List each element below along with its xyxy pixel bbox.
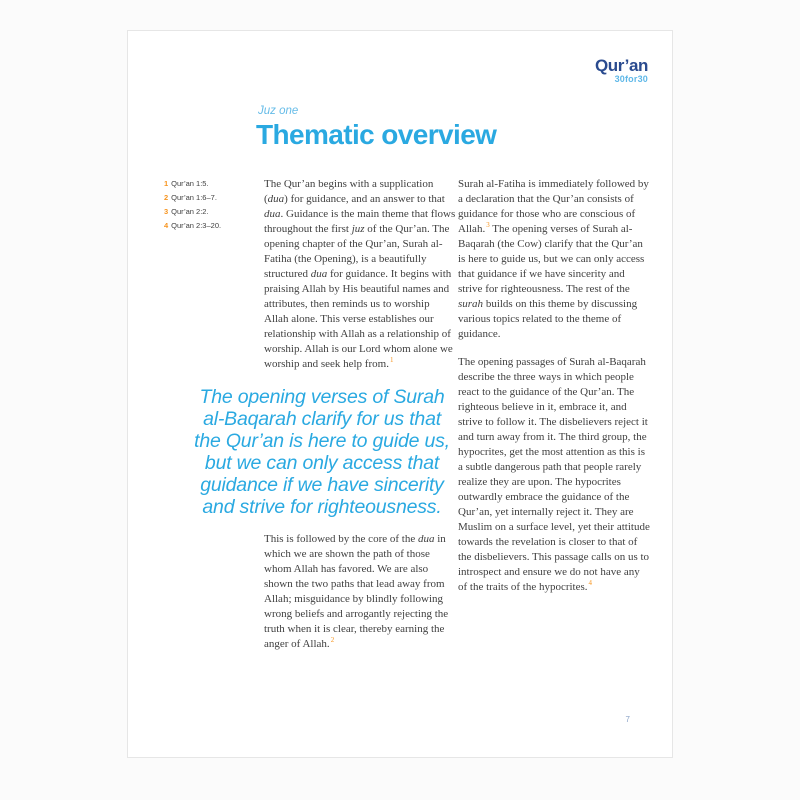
footnote-item [164,208,260,216]
footnote-text: Qur’an 1:6–7. [171,193,217,202]
footnote-number: 4 [164,221,169,230]
logo-wordmark: Qur’an [594,56,648,75]
footnote-item [164,180,260,188]
column2-paragraph-2: The opening passages of Surah al-Baqarah describe the three ways in which people react to the guidance of the Qur’an. The righteous believe in it, embrace it, and strive to follow it. The disbelievers reject it and turn away from it. The third group, the hypocrites, get the most attention as this is a subtle dangerous path that people rarely realize they are upon. The hypocrites outwardly embrace the guidance of the Qur’an, yet internally reject it. They are Muslim on a surface level, yet their attitude towards the revelation is closer to that of the disbelievers. This passage calls on us to introspect and ensure we do not have any of the traits of the hypocrites.$^4$ [458,356,650,593]
page-title: Thematic overview [256,119,497,150]
column1-paragraph-2: This is followed by the core of the dua in which we are shown the path of those whom Allah has favored. We are also shown the two paths that lead away from Allah; misguidance by blindly following wrong beliefs and arrogantly rejecting the truth when it is clear, thereby earning the anger of Allah.$^2$ [264,533,449,650]
footnote-text: Qur’an 1:5. [171,179,209,188]
footnote-number: 2 [164,193,169,202]
column1-paragraph-1: The Qur’an begins with a supplication (dua) for guidance, and an answer to that dua. Guidance is the main theme that flows throughout the first juz of the Qur’an. The opening chapter of the Qur’an, Surah al-Fatiha (the Opening), is a beautifully structured dua for guidance. It begins with praising Allah by His beautiful names and attributes, then reminds us to worship Allah alone. This verse establishes our relationship with Allah as a relationship of worship. Allah is our Lord whom alone we worship and seek help from.$^1$ [264,178,456,370]
pull-quote-line: guidance if we have sincerity [200,474,444,496]
pull-quote-line: The opening verses of Surah [199,386,445,408]
footnote-text: Qur’an 2:2. [171,207,209,216]
pull-quote-line: the Qur’an is here to guide us, [194,430,450,452]
page-number: 7 [625,715,630,724]
pull-quote [188,386,456,518]
brand-logo [595,57,648,84]
pull-quote-line: al-Baqarah clarify for us that [203,408,441,430]
footnote-item [164,222,260,230]
footnotes-list [164,180,260,236]
document-page [127,30,673,758]
pull-quote-line: but we can only access that [204,452,440,474]
column2-paragraph-1: Surah al-Fatiha is immediately followed by a declaration that the Qur’an consists of guidance for those who are conscious of Allah.$^3$ The opening verses of Surah al-Baqarah (the Cow) clarify that the Qur’an is here to guide us, but we can only access that guidance if we have sincerity and strive for righteousness. The rest of the surah builds on this theme by discussing various topics related to the theme of guidance. [458,178,649,340]
footnote-number: 3 [164,207,169,216]
pull-quote-line: and strive for righteousness. [202,496,442,518]
footnote-item [164,194,260,202]
footnote-text: Qur’an 2:3–20. [171,221,222,230]
section-kicker: Juz one [258,105,299,117]
footnote-number: 1 [164,179,169,188]
logo-subtitle: 30for30 [614,74,648,84]
